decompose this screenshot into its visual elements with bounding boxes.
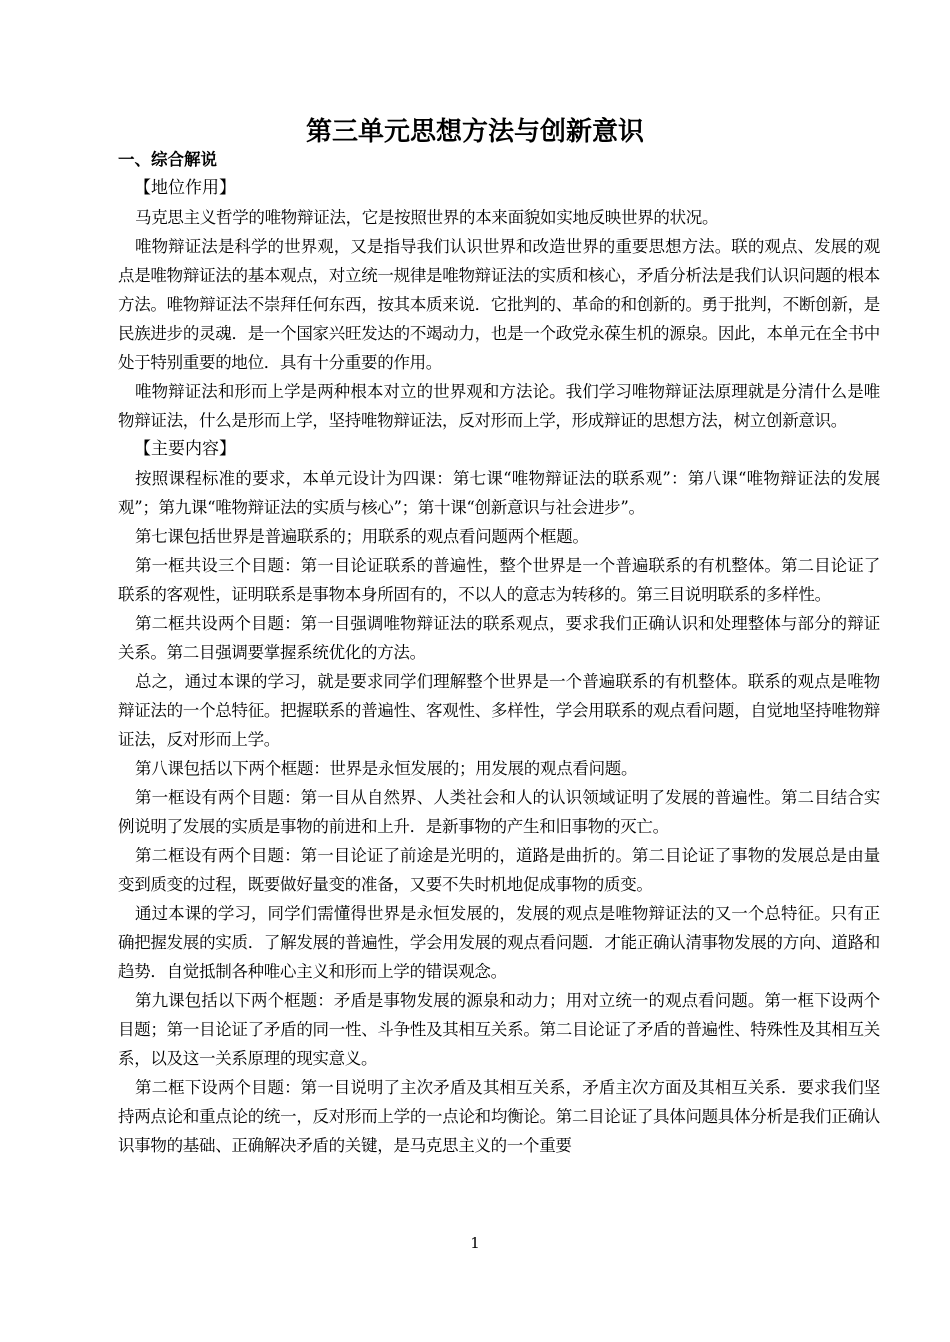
paragraph: 第一框设有两个目题：第一目从自然界、人类社会和人的认识领域证明了发展的普遍性。第二目结合实例说明了发展的实质是事物的前进和上升．是新事物的产生和旧事物的灭亡。 xyxy=(118,788,880,836)
paragraph: 第二框下设两个目题：第一目说明了主次矛盾及其相互关系，矛盾主次方面及其相互关系．要求我们坚持两点论和重点论的统一，反对形而上学的一点论和均衡论。第二目论证了具体问题具体分析是我们正确认识事物的基础、正确解决矛盾的关键，是马克思主义的一个重要 xyxy=(118,1078,880,1155)
paragraph: 第七课包括世界是普遍联系的；用联系的观点看问题两个框题。 xyxy=(135,527,589,546)
content-heading: 【主要内容】 xyxy=(134,439,236,459)
paragraph: 第八课包括以下两个框题：世界是永恒发展的；用发展的观点看问题。 xyxy=(135,759,638,778)
paragraph: 第二框设有两个目题：第一目论证了前途是光明的，道路是曲折的。第二目论证了事物的发展总是由量变到质变的过程，既要做好量变的准备，又要不失时机地促成事物的质变。 xyxy=(118,846,880,894)
page-number: 1 xyxy=(470,1234,480,1252)
document-body xyxy=(118,145,880,1160)
paragraph: 马克思主义哲学的唯物辩证法，它是按照世界的本来面貌如实地反映世界的状况。 xyxy=(135,208,719,227)
document-title: 第三单元思想方法与创新意识 xyxy=(305,117,644,147)
paragraph: 第一框共设三个目题：第一目论证联系的普遍性，整个世界是一个普遍联系的有机整体。第二目论证了联系的客观性，证明联系是事物本身所固有的，不以人的意志为转移的。第三目说明联系的多样性。 xyxy=(118,556,880,604)
section-heading: 一、综合解说 xyxy=(118,150,217,169)
paragraph: 第二框共设两个目题：第一目强调唯物辩证法的联系观点，要求我们正确认识和处理整体与部分的辩证关系。第二目强调要掌握系统优化的方法。 xyxy=(118,614,880,662)
paragraph: 通过本课的学习，同学们需懂得世界是永恒发展的，发展的观点是唯物辩证法的又一个总特征。只有正确把握发展的实质．了解发展的普遍性，学会用发展的观点看问题．才能正确认清事物发展的方向、道路和趋势．自觉抵制各种唯心主义和形而上学的错误观念。 xyxy=(118,904,880,981)
paragraph: 按照课程标准的要求，本单元设计为四课：第七课“唯物辩证法的联系观”：第八课“唯物辩证法的发展观”；第九课“唯物辩证法的实质与核心”；第十课“创新意识与社会进步”。 xyxy=(118,469,880,517)
paragraph: 唯物辩证法和形而上学是两种根本对立的世界观和方法论。我们学习唯物辩证法原理就是分清什么是唯物辩证法，什么是形而上学，坚持唯物辩证法，反对形而上学，形成辩证的思想方法，树立创新意识。 xyxy=(118,382,880,430)
position-heading: 【地位作用】 xyxy=(134,178,236,198)
paragraph: 总之，通过本课的学习，就是要求同学们理解整个世界是一个普遍联系的有机整体。联系的观点是唯物辩证法的一个总特征。把握联系的普遍性、客观性、多样性，学会用联系的观点看问题，自觉地坚持唯物辩证法，反对形而上学。 xyxy=(118,672,880,749)
paragraph: 唯物辩证法是科学的世界观，又是指导我们认识世界和改造世界的重要思想方法。联的观点、发展的观点是唯物辩证法的基本观点，对立统一规律是唯物辩证法的实质和核心，矛盾分析法是我们认识问题的根本方法。唯物辩证法不崇拜任何东西，按其本质来说．它批判的、革命的和创新的。勇于批判，不断创新，是民族进步的灵魂．是一个国家兴旺发达的不竭动力，也是一个政党永葆生机的源泉。因此，本单元在全书中处于特别重要的地位．具有十分重要的作用。 xyxy=(118,237,880,372)
paragraph: 第九课包括以下两个框题：矛盾是事物发展的源泉和动力；用对立统一的观点看问题。第一框下设两个目题；第一目论证了矛盾的同一性、斗争性及其相互关系。第二目论证了矛盾的普遍性、特殊性及其相互关系，以及这一关系原理的现实意义。 xyxy=(118,991,880,1068)
